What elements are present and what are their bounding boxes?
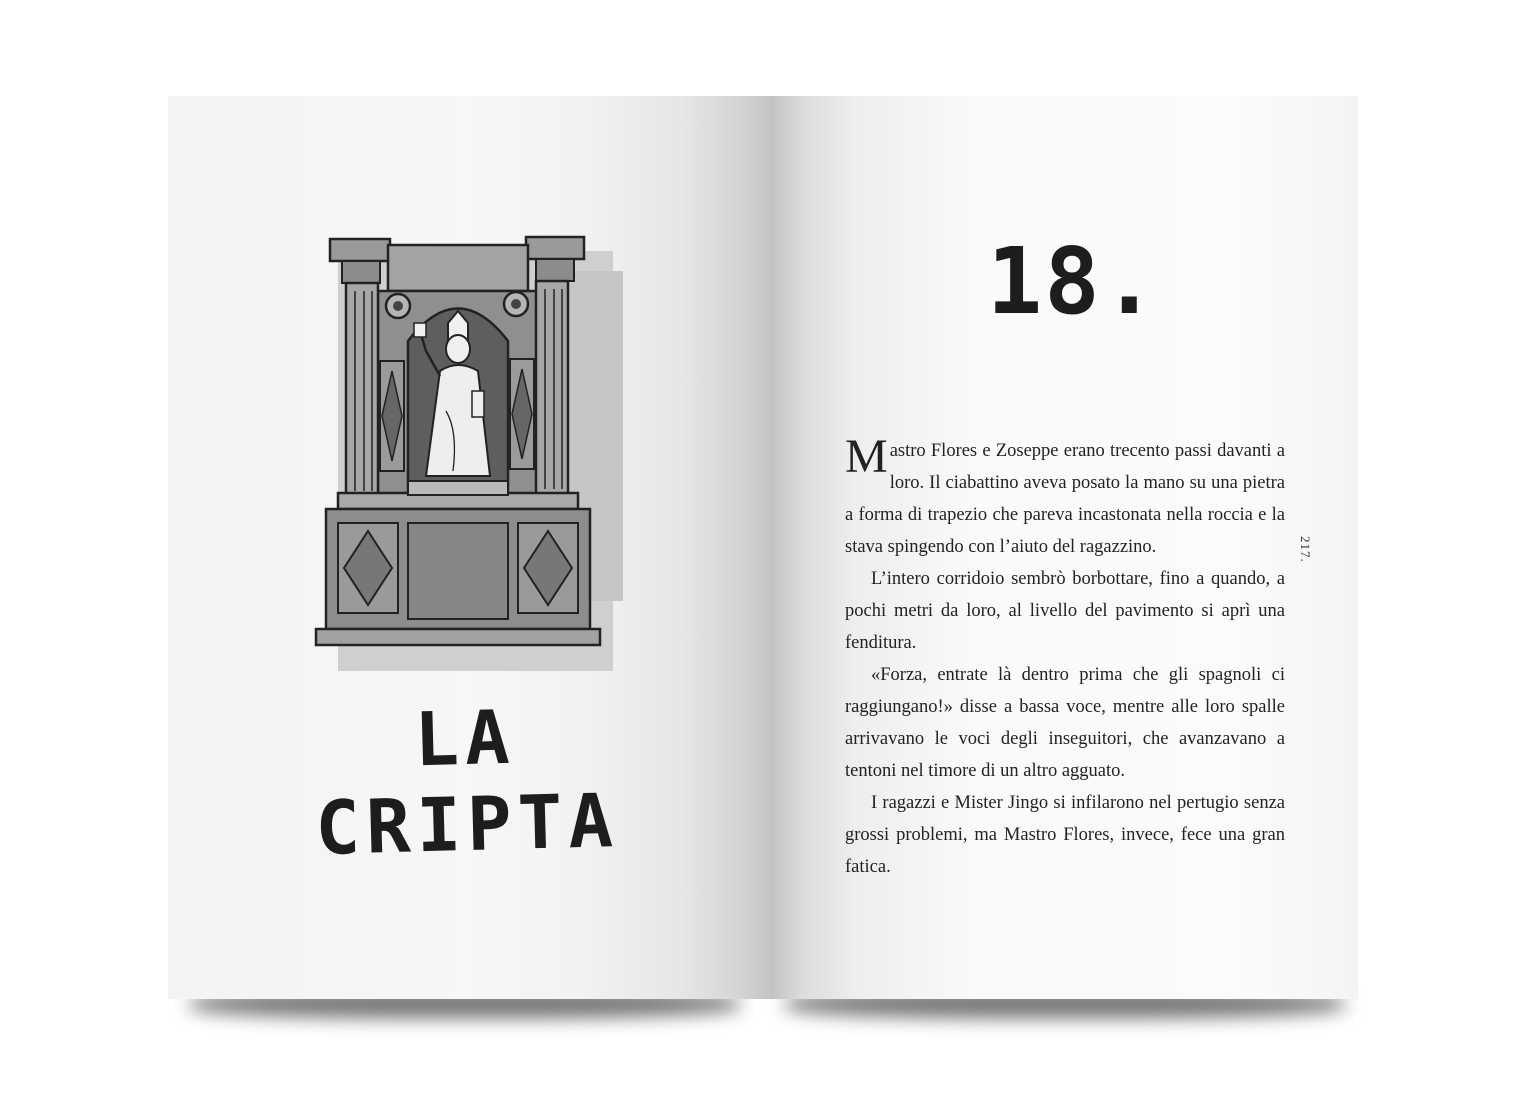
chapter-title: LA CRIPTA xyxy=(314,694,620,872)
paragraph: «Forza, entrate là dentro prima che gli spagnoli ci raggiungano!» disse a bassa voce, mentre alle loro spalle arrivavano le voci degli inseguitori, che avanzavano a tentoni nel timore di un altro agguato. xyxy=(845,665,1285,781)
paragraph-text: astro Flores e Zoseppe erano trecento passi davanti a loro. Il ciabattino aveva posato la mano su una pietra a forma di trapezio che pareva incastonata nella roccia e la stava spingendo con l’aiuto del ragazzino. xyxy=(845,441,1285,557)
drop-cap: M xyxy=(845,430,888,483)
chapter-body-text xyxy=(845,430,1285,883)
altar-illustration xyxy=(308,231,628,671)
page-number: 217. xyxy=(1298,536,1313,563)
paragraph: L’intero corridoio sembrò borbottare, fino a quando, a pochi metri da loro, al livello del pavimento si aprì una fenditura. xyxy=(845,569,1285,653)
chapter-number: 18. xyxy=(986,228,1160,335)
left-page xyxy=(168,96,773,999)
right-page xyxy=(773,96,1358,999)
paragraph xyxy=(845,430,1285,563)
paragraph: I ragazzi e Mister Jingo si infilarono nel pertugio senza grossi problemi, ma Mastro Flores, invece, fece una gran fatica. xyxy=(845,793,1285,877)
book-spread xyxy=(168,96,1358,999)
